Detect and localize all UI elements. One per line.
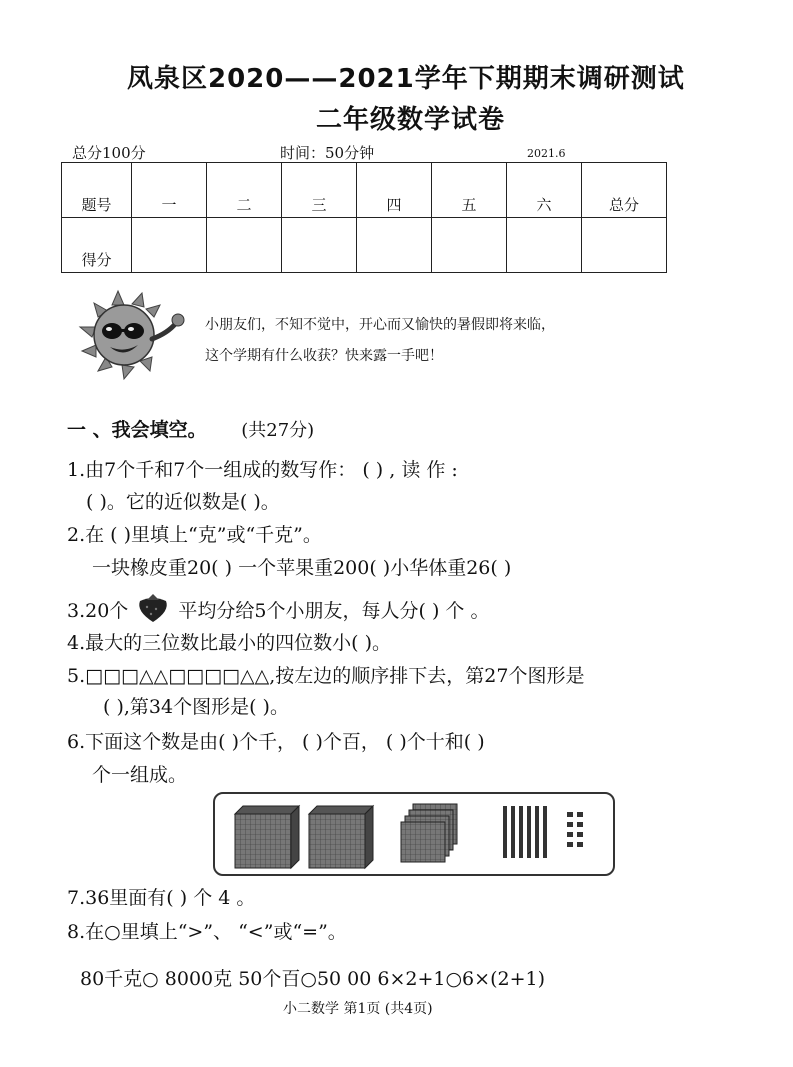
score-input-cell[interactable] bbox=[132, 218, 207, 273]
score-table-header-row bbox=[62, 163, 667, 218]
table-cell: 二 bbox=[207, 163, 282, 218]
question-8-line-2: 80千克○ 8000克 50个百○50 00 6×2+1○6×(2+1) bbox=[80, 968, 545, 990]
score-input-cell[interactable] bbox=[282, 218, 357, 273]
score-input-cell[interactable] bbox=[357, 218, 432, 273]
sun-mascot-icon bbox=[72, 287, 192, 382]
table-cell: 题号 bbox=[62, 163, 132, 218]
section-points: (共27分) bbox=[241, 420, 315, 441]
question-1-line-1: 1.由7个千和7个一组成的数写作： ( ) , 读 作 : bbox=[67, 459, 458, 481]
score-table bbox=[61, 162, 667, 273]
exam-date: 2021.6 bbox=[527, 147, 566, 160]
table-cell: 四 bbox=[357, 163, 432, 218]
section-heading bbox=[67, 415, 314, 442]
question-2-line-1: 2.在 ( )里填上“克”或“千克”。 bbox=[67, 524, 322, 546]
question-6-line-2: 个一组成。 bbox=[92, 764, 188, 786]
question-2-line-2: 一块橡皮重20( ) 一个苹果重200( )小华体重26( ) bbox=[92, 557, 512, 579]
score-input-cell[interactable] bbox=[582, 218, 667, 273]
score-input-cell[interactable] bbox=[207, 218, 282, 273]
score-input-cell[interactable] bbox=[507, 218, 582, 273]
question-4: 4.最大的三位数比最小的四位数小( )。 bbox=[67, 632, 391, 654]
question-5-line-2: ( ),第34个图形是( )。 bbox=[103, 696, 289, 718]
table-cell: 六 bbox=[507, 163, 582, 218]
question-3 bbox=[67, 593, 489, 623]
page-title: 凤泉区2020——2021学年下期期末调研测试 bbox=[127, 64, 685, 94]
table-cell: 五 bbox=[432, 163, 507, 218]
intro-line-1: 小朋友们，不知不觉中，开心而又愉快的暑假即将来临， bbox=[205, 317, 555, 333]
question-6-line-1: 6.下面这个数是由( )个千， ( )个百， ( )个十和( ) bbox=[67, 731, 485, 753]
page-subtitle: 二年级数学试卷 bbox=[316, 105, 506, 135]
section-title: 一 、我会填空。 bbox=[67, 419, 207, 441]
table-cell: 一 bbox=[132, 163, 207, 218]
question-7: 7.36里面有( ) 个 4 。 bbox=[67, 887, 256, 909]
base-ten-blocks-icon bbox=[215, 794, 613, 874]
table-cell: 总分 bbox=[582, 163, 667, 218]
score-input-cell[interactable] bbox=[432, 218, 507, 273]
question-3-prefix: 3.20个 bbox=[67, 600, 129, 622]
intro-line-2: 这个学期有什么收获？快来露一手吧！ bbox=[205, 348, 443, 364]
question-5-line-1: 5.□□□△△□□□□△△,按左边的顺序排下去，第27个图形是 bbox=[67, 665, 585, 687]
page-footer: 小二数学 第1页 (共4页) bbox=[283, 1001, 433, 1017]
table-cell: 得分 bbox=[62, 218, 132, 273]
base-ten-blocks-figure bbox=[213, 792, 615, 876]
question-3-text: 平均分给5个小朋友，每人分( ) 个 。 bbox=[178, 600, 490, 622]
question-8-line-1: 8.在○里填上“>”、 “<”或“=”。 bbox=[67, 921, 347, 943]
question-1-line-2: ( )。它的近似数是( )。 bbox=[86, 491, 280, 513]
strawberry-icon bbox=[134, 593, 172, 623]
exam-time: 时间：50分钟 bbox=[280, 144, 375, 162]
total-score: 总分100分 bbox=[72, 144, 146, 162]
table-cell: 三 bbox=[282, 163, 357, 218]
score-table-score-row bbox=[62, 218, 667, 273]
